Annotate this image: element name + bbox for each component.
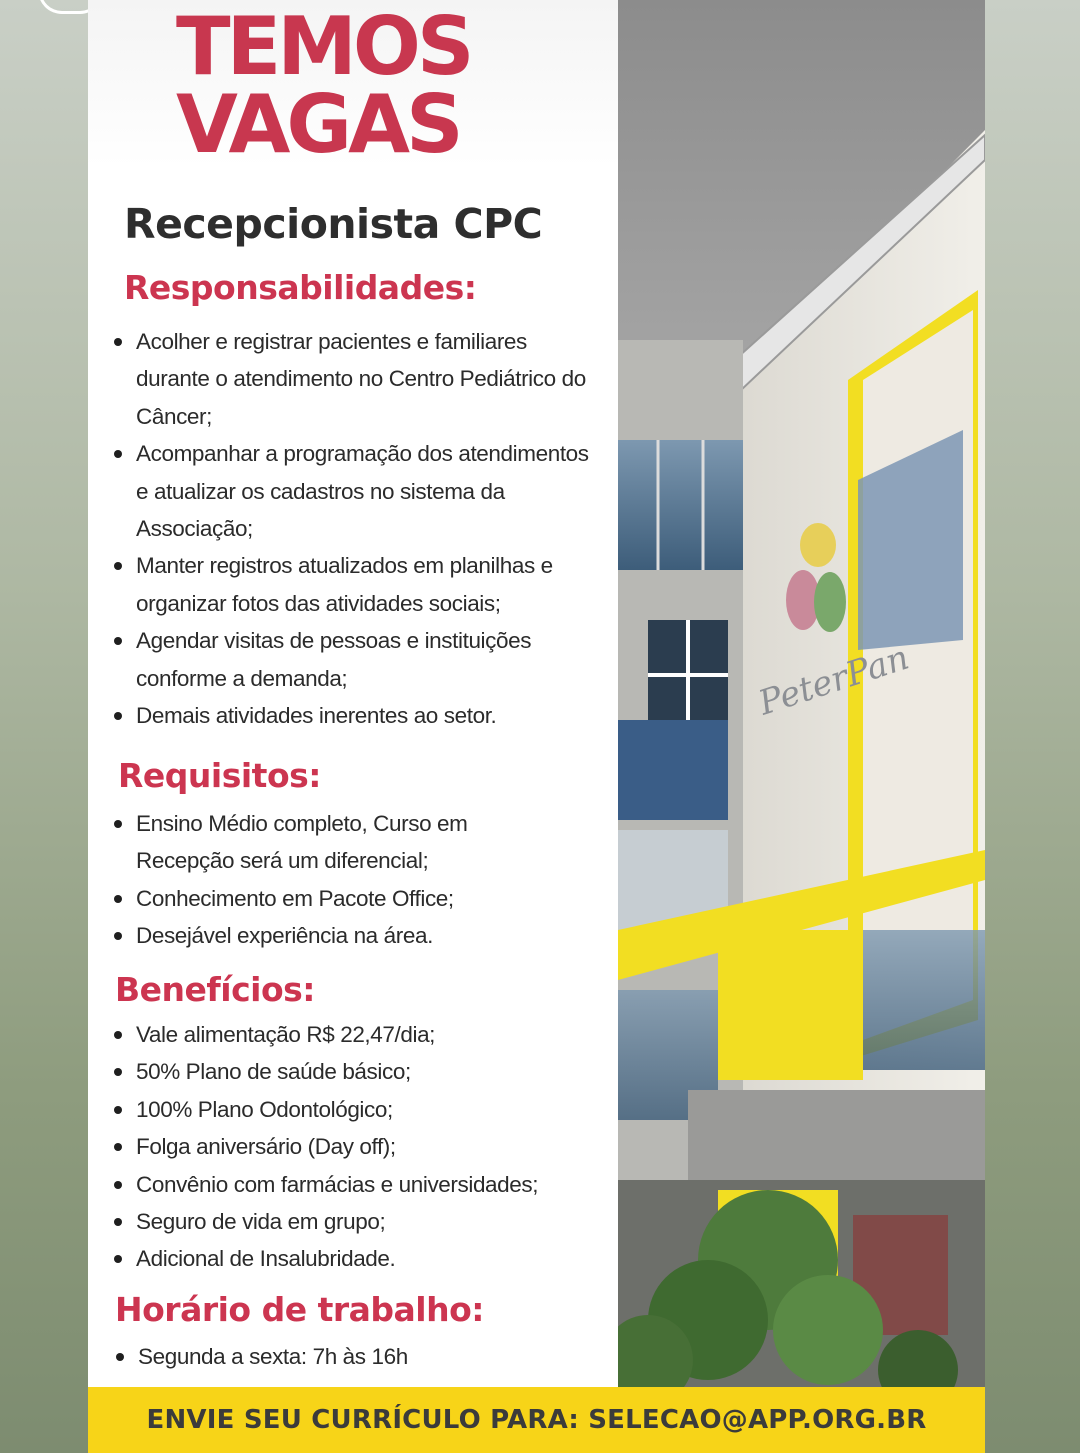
headline-line-1: TEMOS — [176, 0, 471, 93]
responsabilidades-list — [114, 323, 604, 734]
list-item: 50% Plano de saúde básico; — [114, 1053, 614, 1090]
list-item: Demais atividades inerentes ao setor. — [114, 697, 604, 734]
footer-banner — [88, 1387, 985, 1453]
beneficios-list — [114, 1016, 614, 1278]
list-item: Ensino Médio completo, Curso em Recepção será um diferencial; — [114, 805, 554, 880]
list-item: Folga aniversário (Day off); — [114, 1128, 614, 1165]
list-item: Vale alimentação R$ 22,47/dia; — [114, 1016, 614, 1053]
list-item: Desejável experiência na área. — [114, 917, 554, 954]
responsabilidades-heading: Responsabilidades: — [124, 268, 477, 307]
list-item: Manter registros atualizados em planilhas e organizar fotos das atividades sociais; — [114, 547, 604, 622]
footer-contact-text: ENVIE SEU CURRÍCULO PARA: SELECAO@APP.ORG.BR — [146, 1405, 927, 1435]
list-item: Acolher e registrar pacientes e familiares durante o atendimento no Centro Pediátrico do Câncer; — [114, 323, 604, 435]
requisitos-heading: Requisitos: — [118, 756, 321, 795]
list-item: Adicional de Insalubridade. — [114, 1240, 614, 1277]
list-item: Convênio com farmácias e universidades; — [114, 1166, 614, 1203]
text-panel — [88, 0, 618, 1387]
beneficios-heading: Benefícios: — [115, 970, 315, 1009]
list-item: Acompanhar a programação dos atendimentos e atualizar os cadastros no sistema da Associação; — [114, 435, 604, 547]
list-item: Segunda a sexta: 7h às 16h — [116, 1338, 556, 1375]
job-title: Recepcionista CPC — [124, 200, 543, 248]
list-item: Seguro de vida em grupo; — [114, 1203, 614, 1240]
requisitos-list — [114, 805, 554, 955]
horario-list — [116, 1338, 556, 1375]
job-poster — [88, 0, 985, 1453]
horario-heading: Horário de trabalho: — [115, 1290, 484, 1329]
list-item: Agendar visitas de pessoas e instituições conforme a demanda; — [114, 622, 604, 697]
building-illustration — [618, 0, 985, 1387]
headline — [176, 0, 471, 171]
hospital-sign-text: PeterPan — [753, 637, 914, 724]
list-item: 100% Plano Odontológico; — [114, 1091, 614, 1128]
hospital-building-photo — [618, 0, 985, 1387]
headline-line-2: VAGAS — [176, 78, 460, 171]
list-item: Conhecimento em Pacote Office; — [114, 880, 554, 917]
